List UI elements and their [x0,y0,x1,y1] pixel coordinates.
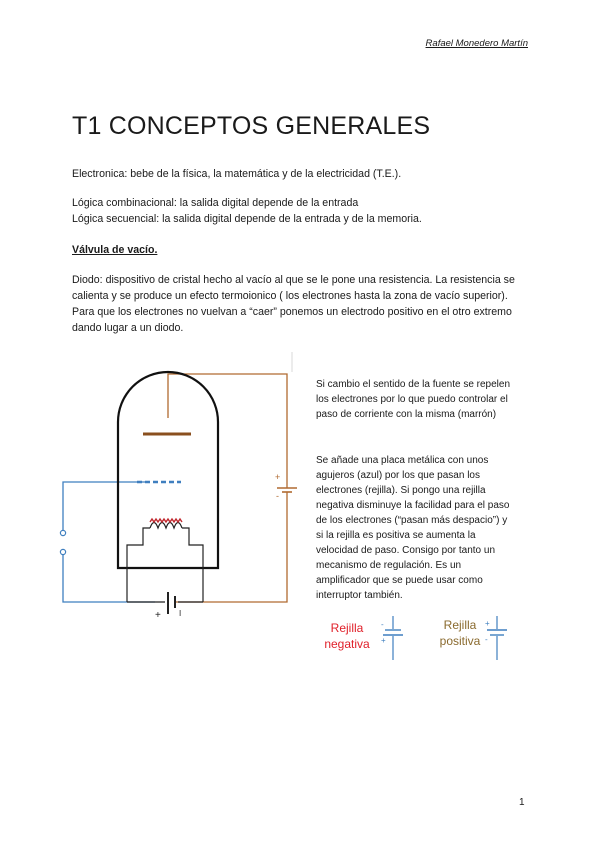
logic-block [72,195,422,227]
pos-grid-bottom-sign: - [485,635,488,644]
source-direction-paragraph: Si cambio el sentido de la fuente se repelen los electrones por lo que puedo controlar el paso de corriente con la misma (marrón) [316,379,511,420]
filament-plus-sign: + [155,610,161,621]
author-header: Rafael Monedero Martín [425,38,528,49]
section-heading: Válvula de vacío. [72,244,158,256]
pos-grid-top-sign: + [485,619,490,628]
plate-return-wire [175,492,287,602]
negative-grid-label-line1: Rejilla [330,621,364,635]
positive-grid-label-line1: Rejilla [443,618,477,632]
heat-zigzag [150,519,182,522]
plate-source-minus-sign: - [276,491,279,501]
cathode-return-wire [63,555,155,602]
plate-source-plus-sign: + [275,472,281,482]
page-title: T1 CONCEPTOS GENERALES [72,112,431,140]
neg-grid-top-sign: - [381,620,384,629]
plate-circuit-wire [168,374,287,488]
heater-coil [150,523,182,529]
grid-terminal[interactable] [60,530,65,535]
diode-paragraph: Diodo: dispositivo de cristal hecho al vacío al que se le pone una resistencia. La resistencia se calienta y se produce un efecto termoionico ( los electrones hasta la zona de vacío superior). Para que los electrones no vuelvan a “caer” ponemos un electrodo positivo en el otro extremo dando lugar a un diodo. [72,274,515,334]
positive-grid-label-line2: positiva [439,634,481,648]
filament-wire-left [127,528,150,602]
combinational-logic-line: Lógica combinacional: la salida digital depende de la entrada [72,197,359,209]
grid-paragraph: Se añade una placa metálica con unos agujeros (azul) por los que pasan los electrones (rejilla). Si pongo una rejilla negativa disminuye la facilidad para el paso de los electrones (“pasan más despacio”) y si la rejilla es positiva se aumenta la velocidad de paso. Consigo por tanto un mecanismo de regulación. Es un amplificador que se puede usar como interruptor también. [316,455,510,601]
negative-grid-label [312,620,382,652]
grid-wire [63,482,145,530]
cathode-terminal[interactable] [60,549,65,554]
neg-grid-bottom-sign: + [381,636,386,645]
page-number: 1 [519,797,525,808]
vacuum-tube-diagram [55,350,305,630]
positive-grid-label [430,617,490,649]
intro-paragraph: Electronica: bebe de la física, la matemática y de la electricidad (T.E.). [72,168,402,180]
filament-minus-sign: I [179,609,182,618]
sequential-logic-line: Lógica secuencial: la salida digital depende de la entrada y de la memoria. [72,213,422,225]
filament-wire-right [182,528,203,602]
negative-grid-label-line2: negativa [324,637,370,651]
